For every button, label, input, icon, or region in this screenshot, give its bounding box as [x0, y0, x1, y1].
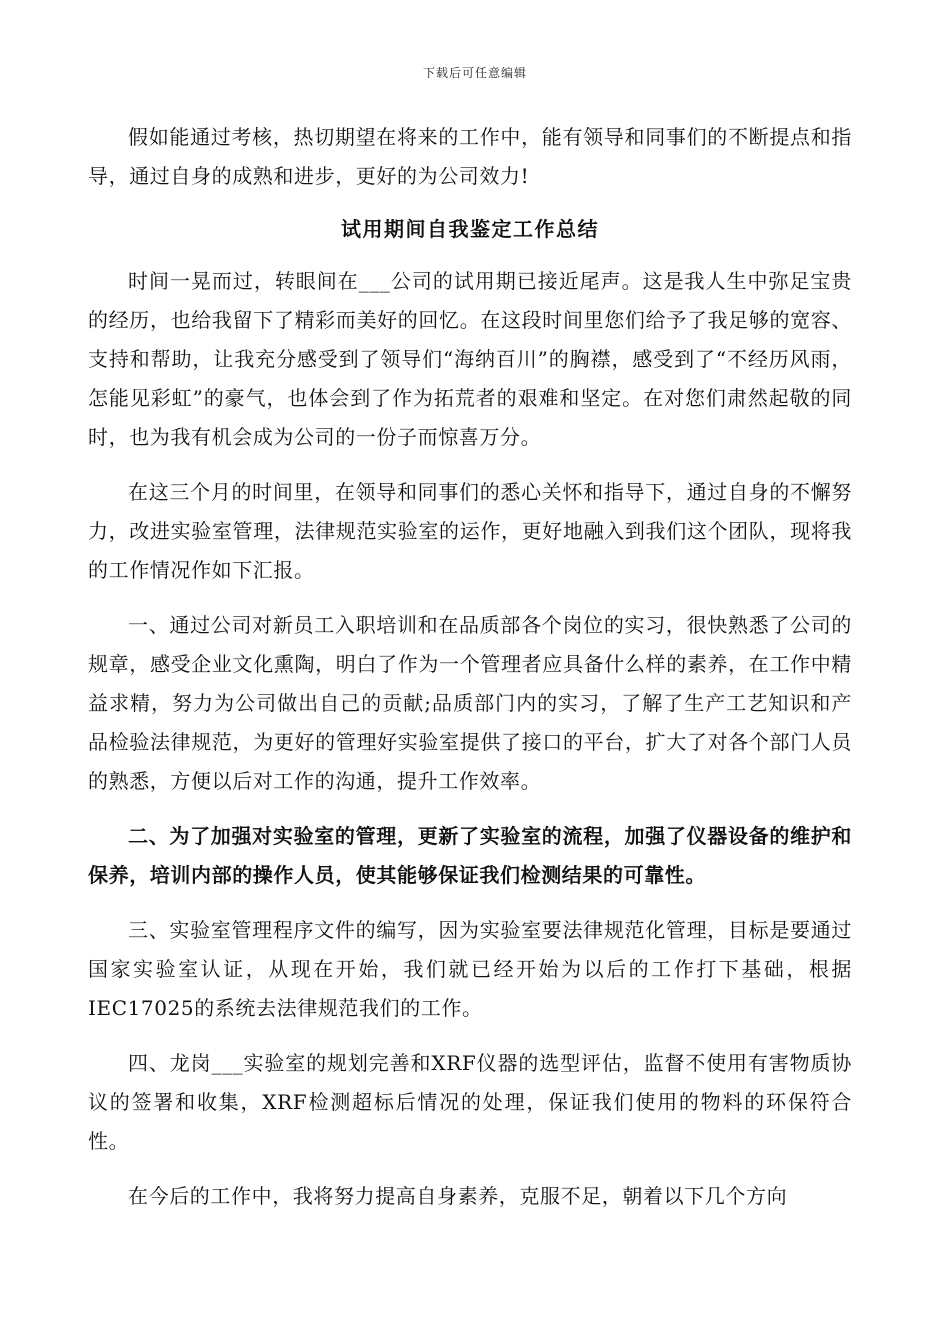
paragraph-item-1: 一、通过公司对新员工入职培训和在品质部各个岗位的实习，很快熟悉了公司的规章，感受企业文化熏陶，明白了作为一个管理者应具备什么样的素养，在工作中精益求精，努力为公司做出自己的贡献;品质部门内的实习，了解了生产工艺知识和产品检验法律规范，为更好的管理好实验室提供了接口的平台，扩大了对各个部门人员的熟悉，方便以后对工作的沟通，提升工作效率。 — [88, 613, 852, 793]
header-note: 下载后可任意编辑 — [422, 66, 527, 80]
document-body — [88, 118, 852, 1216]
paragraph-closing: 在今后的工作中，我将努力提高自身素养，克服不足，朝着以下几个方向 — [128, 1184, 788, 1208]
intro-paragraph: 假如能通过考核，热切期望在将来的工作中，能有领导和同事们的不断提点和指导，通过自身的成熟和进步，更好的为公司效力! — [88, 125, 852, 188]
paragraph-item-3: 三、实验室管理程序文件的编写，因为实验室要法律规范化管理，目标是要通过国家实验室认证，从现在开始，我们就已经开始为以后的工作打下基础，根据IEC17025的系统去法律规范我们的工作。 — [88, 918, 852, 1020]
paragraph-item-4: 四、龙岗___实验室的规划完善和XRF仪器的选型评估，监督不使用有害物质协议的签署和收集，XRF检测超标后情况的处理，保证我们使用的物料的环保符合性。 — [88, 1051, 852, 1153]
paragraph-summary: 在这三个月的时间里，在领导和同事们的悉心关怀和指导下，通过自身的不懈努力，改进实验室管理，法律规范实验室的运作，更好地融入到我们这个团队，现将我的工作情况作如下汇报。 — [88, 480, 852, 582]
paragraph-item-2: 二、为了加强对实验室的管理，更新了实验室的流程，加强了仪器设备的维护和保养，培训内部的操作人员，使其能够保证我们检测结果的可靠性。 — [88, 824, 852, 887]
section-title: 试用期间自我鉴定工作总结 — [341, 217, 599, 241]
paragraph-opening: 时间一晃而过，转眼间在___公司的试用期已接近尾声。这是我人生中弥足宝贵的经历，也给我留下了精彩而美好的回忆。在这段时间里您们给予了我足够的宽容、支持和帮助，让我充分感受到了领导们“海纳百川”的胸襟，感受到了“不经历风雨，怎能见彩虹”的豪气，也体会到了作为拓荒者的艰难和坚定。在对您们肃然起敬的同时，也为我有机会成为公司的一份子而惊喜万分。 — [88, 269, 852, 449]
